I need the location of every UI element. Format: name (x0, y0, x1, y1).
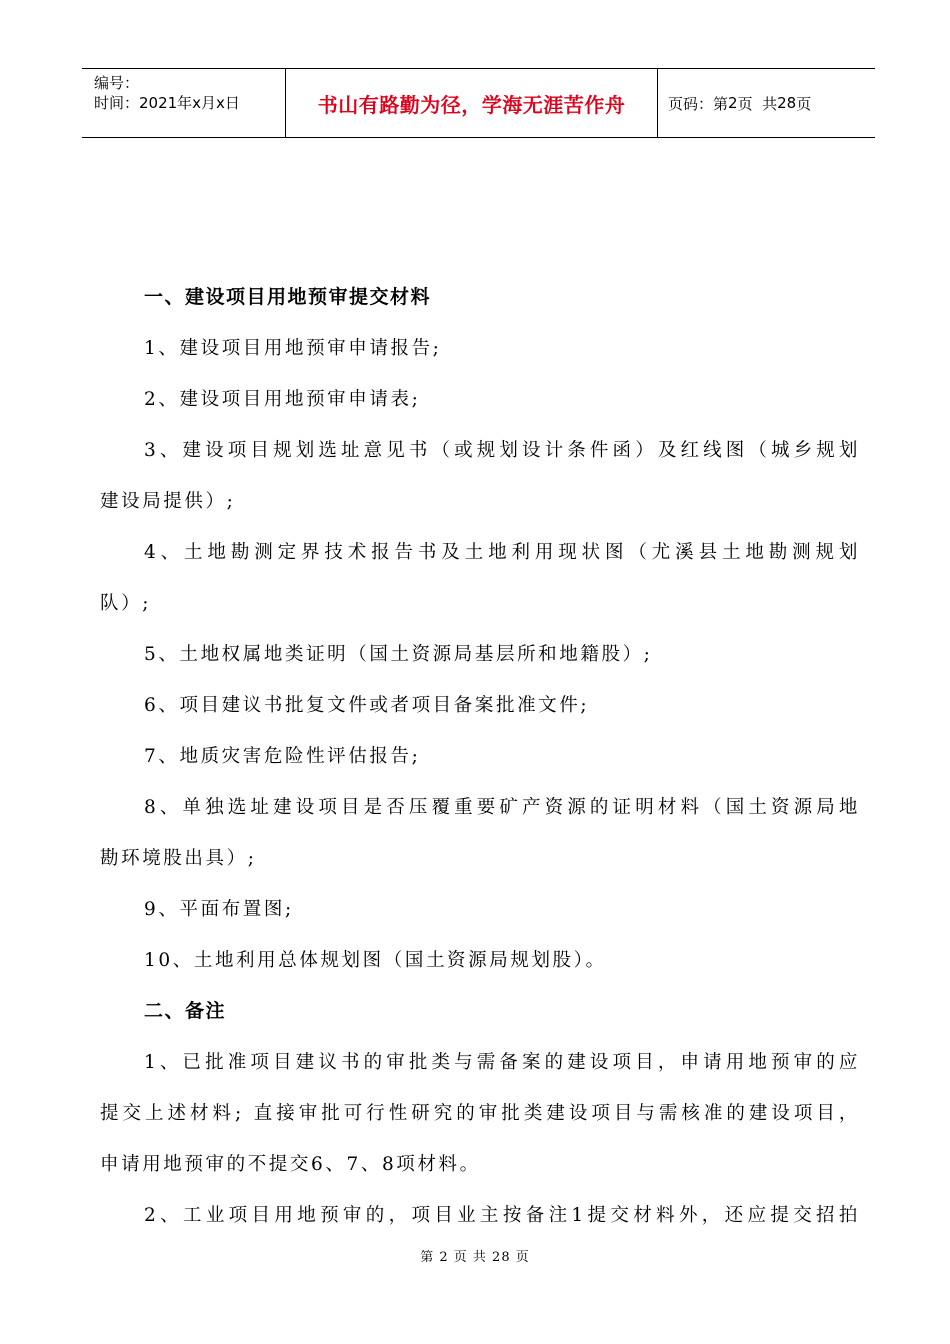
time-label: 时间：2021年x月x日 (94, 94, 240, 112)
list-item: 1、建设项目用地预审申请报告; (144, 338, 442, 359)
list-item: 2、建设项目用地预审申请表; (144, 389, 421, 410)
page-end: 页 (796, 94, 812, 113)
list-item-continuation: 勘环境股出具）; (100, 848, 257, 869)
header-page-number (668, 69, 811, 137)
list-item: 5、土地权属地类证明（国土资源局基层所和地籍股）; (144, 644, 653, 665)
paragraph-line: 申请用地预审的不提交6、7、8项材料。 (100, 1154, 481, 1175)
number-label: 编号： (94, 74, 140, 92)
page-mid: 页 共 (737, 94, 778, 113)
header-meta (94, 73, 290, 113)
page-footer (0, 1246, 950, 1265)
document-header (82, 68, 875, 138)
list-item: 7、地质灾害危险性评估报告; (144, 746, 421, 767)
paragraph-line: 2、工业项目用地预审的，项目业主按备注1提交材料外，还应提交招拍 (144, 1205, 860, 1226)
list-item: 8、单独选址建设项目是否压覆重要矿产资源的证明材料（国土资源局地 (144, 797, 860, 818)
section-heading-notes: 二、备注 (144, 1000, 227, 1022)
page-current: 2 (728, 94, 738, 112)
page-total: 28 (777, 94, 797, 112)
paragraph-line: 提交上述材料; 直接审批可行性研究的审批类建设项目与需核准的建设项目， (100, 1103, 860, 1124)
footer-page-text: 第 2 页 共 28 页 (420, 1250, 530, 1265)
list-item-continuation: 建设局提供）; (100, 491, 236, 512)
paragraph-line: 1、已批准项目建议书的审批类与需备案的建设项目，申请用地预审的应 (144, 1052, 860, 1073)
list-item: 3、建设项目规划选址意见书（或规划设计条件函）及红线图（城乡规划 (144, 440, 860, 461)
header-divider-right (657, 69, 658, 137)
list-item: 9、平面布置图; (144, 899, 294, 920)
list-item: 10、土地利用总体规划图（国土资源局规划股）。 (144, 950, 607, 971)
section-heading-materials: 一、建设项目用地预审提交材料 (144, 286, 432, 308)
list-item-continuation: 队）; (100, 593, 152, 614)
header-motto: 书山有路勤为径，学海无涯苦作舟 (317, 92, 626, 117)
list-item: 4、土地勘测定界技术报告书及土地利用现状图（尤溪县土地勘测规划 (144, 542, 860, 563)
document-body (100, 272, 860, 1241)
list-item: 6、项目建议书批复文件或者项目备案批准文件; (144, 695, 590, 716)
page-label: 页码：第 (668, 94, 729, 113)
